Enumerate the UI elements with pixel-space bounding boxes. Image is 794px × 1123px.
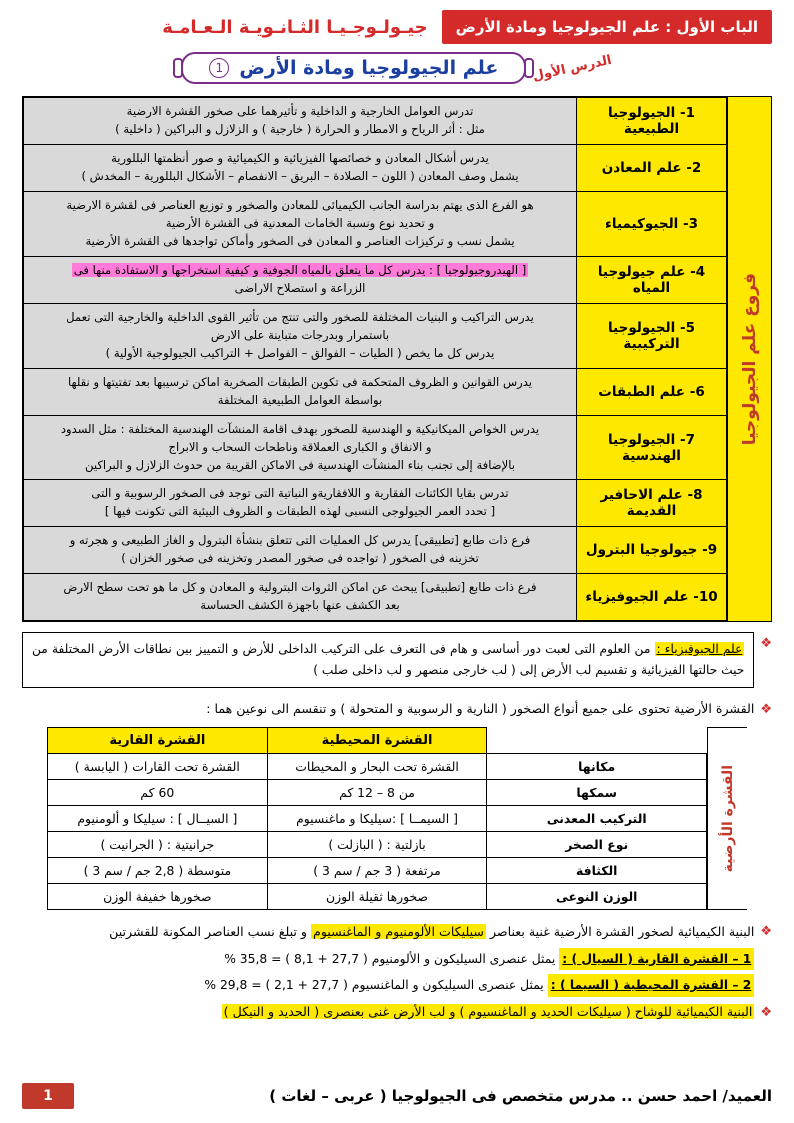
branch-name: 3- الجيوكيمياء <box>577 191 727 256</box>
table-row <box>48 780 707 806</box>
crust-header-oceanic: القشرة المحيطية <box>267 728 487 754</box>
note-label: علم الجيوفيزياء : <box>656 642 743 657</box>
table-row <box>24 98 727 145</box>
page-header <box>22 10 772 44</box>
table-row <box>48 858 707 884</box>
composition-line-2-value: يمثل عنصرى السيليكون و الماغنسيوم ( 27,7 + 2,1 ) = 29,8 % <box>204 978 544 993</box>
subject-title: جيـولـوجـيـا الثـانـويـة الـعـامـة <box>162 16 428 38</box>
lesson-side-label: الدرس الأول <box>531 52 614 84</box>
crust-grid <box>47 727 707 910</box>
branch-description: يدرس الخواص الميكانيكية و الهندسية للصخور بهدف اقامة المنشآت الهندسية المختلفة : مثل السدود و الانفاق و الكبارى العملاقة وناطحات السحاب و الابراج بالإضافة إلى تجنب بناء المنشآت الهندسية فى الاماكن القريبة من حدوث الزلازل و البراكين <box>24 415 577 480</box>
note-crust-intro <box>22 698 772 720</box>
branch-name: 7- الجيولوجيا الهندسية <box>577 415 727 480</box>
branch-description: يدرس أشكال المعادن و خصائصها الفيزيائية و الكيميائية و صور أنظمتها البللورية يشمل وصف المعادن ( اللون – الصلادة – البريق – الانفصام – الأشكال البللورية – المخدش ) <box>24 144 577 191</box>
branch-description: تدرس بقايا الكائنات الفقارية و اللافقاريةو النباتية التى توجد فى الصخور الرسوبية و التى [ تحدد العمر الجيولوجى النسبى لهذه الطبقات و الظروف البيئية التى تكونت فيها ] <box>24 480 577 527</box>
branches-side-label: فروع علم الجيولوجيا <box>727 97 771 621</box>
geology-branches-table <box>22 96 772 622</box>
crust-header-continental: القشرة القارية <box>48 728 268 754</box>
note-text: القشرة الأرضية تحتوى على جميع أنواع الصخور ( النارية و الرسوبية و المتحولة ) و تنقسم الى نوعين هما : <box>206 700 755 716</box>
composition-line-1-label: 1 – القشرة القارية ( السيال ) : <box>559 948 754 971</box>
composition-intro <box>22 920 772 997</box>
composition-line-1 <box>22 947 754 971</box>
cell-continental: جرانيتية : ( الجرانيت ) <box>48 832 268 858</box>
table-row <box>48 832 707 858</box>
composition-line-2-label: 2 – القشرة المحيطية ( السيما ) : <box>548 974 755 997</box>
branch-description: يدرس القوانين و الظروف المتحكمة فى تكوين الطبقات الصخرية اماكن ترسيبها بعد تفتيتها و نقلها بواسطة العوامل الطبيعية المختلفة <box>24 368 577 415</box>
bullet-icon: ❖ <box>760 924 772 940</box>
bullet-icon: ❖ <box>760 701 772 717</box>
page-footer <box>22 1083 772 1109</box>
lesson-title-box <box>181 52 526 84</box>
cell-oceanic: بازلتية : ( البازلت ) <box>267 832 487 858</box>
cell-continental: [ السيــال ] : سيليكا و ألومنيوم <box>48 806 268 832</box>
cell-oceanic: [ السيمــا ] :سيليكا و ماغنسيوم <box>267 806 487 832</box>
branch-description: [ الهيدروجيولوجيا ] : يدرس كل ما يتعلق بالمياه الجوفية و كيفية استخراجها و الاستفادة منها فى الزراعة و استصلاح الاراضى <box>24 256 577 303</box>
branch-description: تدرس العوامل الخارجية و الداخلية و تأثيرهما على صخور القشرة الارضية مثل : أثر الرياح و الامطار و الحرارة ( خارجية ) و الزلازل و البراكين ( داخلية ) <box>24 98 577 145</box>
bullet-icon: ❖ <box>760 1005 772 1021</box>
table-header-row <box>48 728 707 754</box>
note-box <box>22 632 754 687</box>
composition-intro-after: و تبلغ نسب العناصر المكونة للقشرتين <box>109 924 308 940</box>
row-label: مكانها <box>487 754 707 780</box>
note-text: من العلوم التى لعبت دور أساسى و هام فى التعرف على التركيب الداخلى للأرض و التمييز بين نطاقات الأرض المختلفة من حيث حالتها الفيزيائية و تقسيم لب الأرض إلى ( لب خارجى منصهر و لب داخلى صلب ) <box>32 642 745 678</box>
table-row <box>24 415 727 480</box>
table-row <box>24 191 727 256</box>
branch-name: 10- علم الجيوفيزياء <box>577 574 727 621</box>
row-label: نوع الصخر <box>487 832 707 858</box>
table-row <box>24 574 727 621</box>
branch-name: 4- علم جيولوجيا المياه <box>577 256 727 303</box>
bullet-icon: ❖ <box>760 636 772 652</box>
row-label: التركيب المعدنى <box>487 806 707 832</box>
cell-continental: صخورها خفيفة الوزن <box>48 884 268 910</box>
author-signature: العميد/ احمد حسن .. مدرس متخصص فى الجيولوجيا ( عربى – لغات ) <box>269 1087 772 1105</box>
crust-comparison-table <box>22 727 772 910</box>
table-row <box>48 884 707 910</box>
lesson-number-badge: 1 <box>209 58 229 78</box>
crust-header-empty <box>487 728 707 754</box>
crust-side-label: القشرة الأرضية <box>707 727 747 910</box>
cell-continental: 60 كم <box>48 780 268 806</box>
composition-final-note <box>22 1001 772 1023</box>
branch-description: فرع ذات طابع [تطبيقى] يبحث عن اماكن الثروات البترولية و المعادن و كل ما هو تحت سطح الارض بعد الكشف عنها باجهزة الكشف الحساسة <box>24 574 577 621</box>
composition-highlight: سيليكات الألومنيوم و الماغنسيوم <box>313 924 484 940</box>
highlighted-term: [ الهيدروجيولوجيا ] : يدرس كل ما يتعلق بالمياه الجوفية و كيفية استخراجها و الاستفادة منها فى <box>73 262 527 277</box>
cell-oceanic: من 8 – 12 كم <box>267 780 487 806</box>
branch-name: 5- الجيولوجيا التركيبية <box>577 303 727 368</box>
cell-continental: متوسطة ( 2,8 جم / سم 3 ) <box>48 858 268 884</box>
cell-continental: القشرة تحت القارات ( اليابسة ) <box>48 754 268 780</box>
row-label: سمكها <box>487 780 707 806</box>
branch-name: 6- علم الطبقات <box>577 368 727 415</box>
composition-line-1-value: يمثل عنصرى السيليكون و الألومنيوم ( 27,7 + 8,1 ) = 35,8 % <box>224 951 556 966</box>
composition-line-2 <box>22 973 754 997</box>
chapter-label: الباب الأول : علم الجيولوجيا ومادة الأرض <box>442 10 772 44</box>
cell-oceanic: صخورها ثقيلة الوزن <box>267 884 487 910</box>
table-row <box>24 480 727 527</box>
table-row <box>48 806 707 832</box>
branch-description: هو الفرع الذى يهتم بدراسة الجانب الكيميائى للمعادن والصخور و توزيع العناصر فى لقشرة الارضية و تحديد نوع ونسبة الخامات المعدنية فى القشرة الأرضية يشمل نسب و تركيزات العناصر و المعادن فى الصخور وأماكن تواجدها فى القشرة الأرضية <box>24 191 577 256</box>
table-row <box>24 256 727 303</box>
branches-grid <box>23 97 727 621</box>
branch-name: 8- علم الاحافير القديمة <box>577 480 727 527</box>
lesson-title-ribbon <box>22 52 772 84</box>
page-number: 1 <box>22 1083 74 1109</box>
lesson-title: علم الجيولوجيا ومادة الأرض <box>239 57 499 79</box>
table-row <box>48 754 707 780</box>
table-row <box>24 527 727 574</box>
row-label: الكثافة <box>487 858 707 884</box>
cell-oceanic: القشرة تحت البحار و المحيطات <box>267 754 487 780</box>
table-row <box>24 144 727 191</box>
branch-name: 2- علم المعادن <box>577 144 727 191</box>
note-geophysics <box>22 632 772 687</box>
branch-description: يدرس التراكيب و البنيات المختلفة للصخور والتى تنتج من تأثير القوى الداخلية والخارجية التى تعمل باستمرار وبدرجات متباينة على الارض يدرس كل ما يخص ( الطيات – الفوالق – الفواصل + التراكيب الجيولوجية الأولية ) <box>24 303 577 368</box>
cell-oceanic: مرتفعة ( 3 جم / سم 3 ) <box>267 858 487 884</box>
final-note-text: البنية الكيميائية للوشاح ( سيليكات الحديد و الماغنسيوم ) و لب الأرض غنى بعنصرى ( الحديد و النيكل ) <box>223 1004 753 1020</box>
table-row <box>24 368 727 415</box>
branch-description: فرع ذات طابع [تطبيقى] يدرس كل العمليات التى تتعلق بنشأة البترول و الغاز الطبيعى و هجرته و تخزينه فى الصخور ( تواجده فى صخور المصدر وتخزينه فى صخور الخزان ) <box>24 527 577 574</box>
branch-name: 9- جيولوجيا البترول <box>577 527 727 574</box>
row-label: الوزن النوعى <box>487 884 707 910</box>
composition-intro-before: البنية الكيميائية لصخور القشرة الأرضية غنية بعناصر <box>489 924 755 940</box>
table-row <box>24 303 727 368</box>
branch-name: 1- الجيولوجيا الطبيعية <box>577 98 727 145</box>
